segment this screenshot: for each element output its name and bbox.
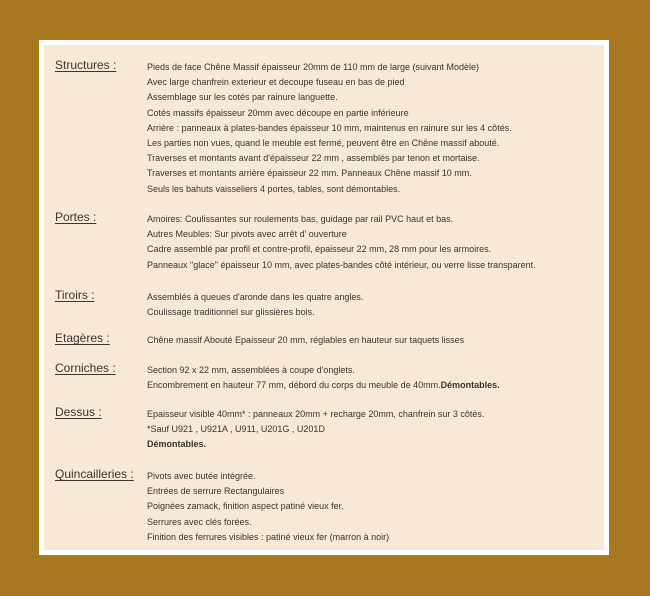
- section-heading: Portes :: [55, 210, 97, 224]
- spec-line: Traverses et montants arrière épaisseur 22 mm. Panneaux Chêne massif 10 mm.: [147, 168, 472, 179]
- spec-line: Section 92 x 22 mm, assemblées à coupe d'onglets.: [147, 365, 355, 375]
- section-heading: Structures :: [55, 58, 117, 72]
- spec-line: Avec large chanfrein exterieur et decoupe fuseau en bas de pied: [147, 77, 405, 88]
- spec-line: Les parties non vues, quand le meuble est fermé, peuvent être en Chêne massif abouté.: [147, 138, 500, 149]
- spec-line: Poignées zamack, finition aspect patiné vieux fer.: [147, 501, 344, 512]
- spec-line: Finition des ferrures visibles : patiné vieux fer (marron à noir): [147, 531, 390, 542]
- section-lines: [147, 212, 536, 273]
- spec-line: Assemblés à queues d'aronde dans les quatre angles.: [147, 292, 364, 302]
- spec-line: Entrées de serrure Rectangulaires: [147, 486, 285, 497]
- section-heading: Etagères :: [55, 331, 110, 345]
- section-lines: [147, 363, 500, 393]
- spec-line: Seuls les bahuts vaisseliers 4 portes, tables, sont démontables.: [147, 183, 401, 194]
- document-frame: [39, 40, 609, 555]
- section-lines: [147, 290, 363, 320]
- spec-line-bold: [147, 437, 484, 452]
- demontables-label: Démontables.: [440, 380, 500, 391]
- spec-line: Epaisseur visible 40mm* : panneaux 20mm + recharge 20mm, chanfrein sur 3 côtés.: [147, 409, 485, 419]
- section-lines: [147, 469, 389, 545]
- spec-line: Assemblage sur les cotés par rainure languette.: [147, 92, 338, 103]
- section-lines: [147, 333, 464, 348]
- spec-sheet: [44, 45, 604, 550]
- section-lines: [147, 60, 512, 197]
- spec-line: Pieds de face Chêne Massif épaisseur 20mm de 110 mm de large (suivant Modèle): [147, 62, 479, 72]
- spec-line: Panneaux "glace" épaisseur 10 mm, avec plates-bandes côté intérieur, ou verre lisse transparent.: [147, 259, 536, 270]
- spec-line: [147, 378, 500, 393]
- spec-line: *Sauf U921 , U921A , U911, U201G , U201D: [147, 424, 325, 435]
- spec-line: Arrière : panneaux à plates-bandes épaisseur 10 mm, maintenus en rainure sur les 4 côtés.: [147, 122, 512, 133]
- spec-line: Cotés massifs épaisseur 20mm avec découpe en partie inférieure: [147, 107, 409, 118]
- section-heading: Tiroirs :: [55, 288, 95, 302]
- spec-line: Cadre assemblé par profil et contre-profil, épaisseur 22 mm, 28 mm pour les armoires.: [147, 244, 492, 255]
- spec-line: Serrures avec clés forées.: [147, 516, 252, 527]
- section-heading: Quincailleries :: [55, 467, 134, 481]
- demontables-label: Démontables.: [147, 439, 207, 450]
- spec-line-text: Encombrement en hauteur 77 mm, débord du corps du meuble de 40mm.: [147, 380, 441, 391]
- spec-line: Traverses et montants avant d'épaisseur 22 mm , assemblés par tenon et mortaise.: [147, 153, 480, 164]
- spec-line: Autres Meubles: Sur pivots avec arrêt d' ouverture: [147, 229, 347, 240]
- section-heading: Corniches :: [55, 361, 116, 375]
- section-lines: [147, 407, 484, 453]
- spec-line: Pivots avec butée intégrée.: [147, 471, 256, 481]
- section-heading: Dessus :: [55, 405, 102, 419]
- spec-line: Amoires: Coulissantes sur roulements bas, guidage par rail PVC haut et bas.: [147, 214, 454, 224]
- spec-line: Coulissage traditionnel sur glissières bois.: [147, 307, 315, 318]
- spec-line: Chêne massif Abouté Epaisseur 20 mm, réglables en hauteur sur taquets lisses: [147, 335, 465, 345]
